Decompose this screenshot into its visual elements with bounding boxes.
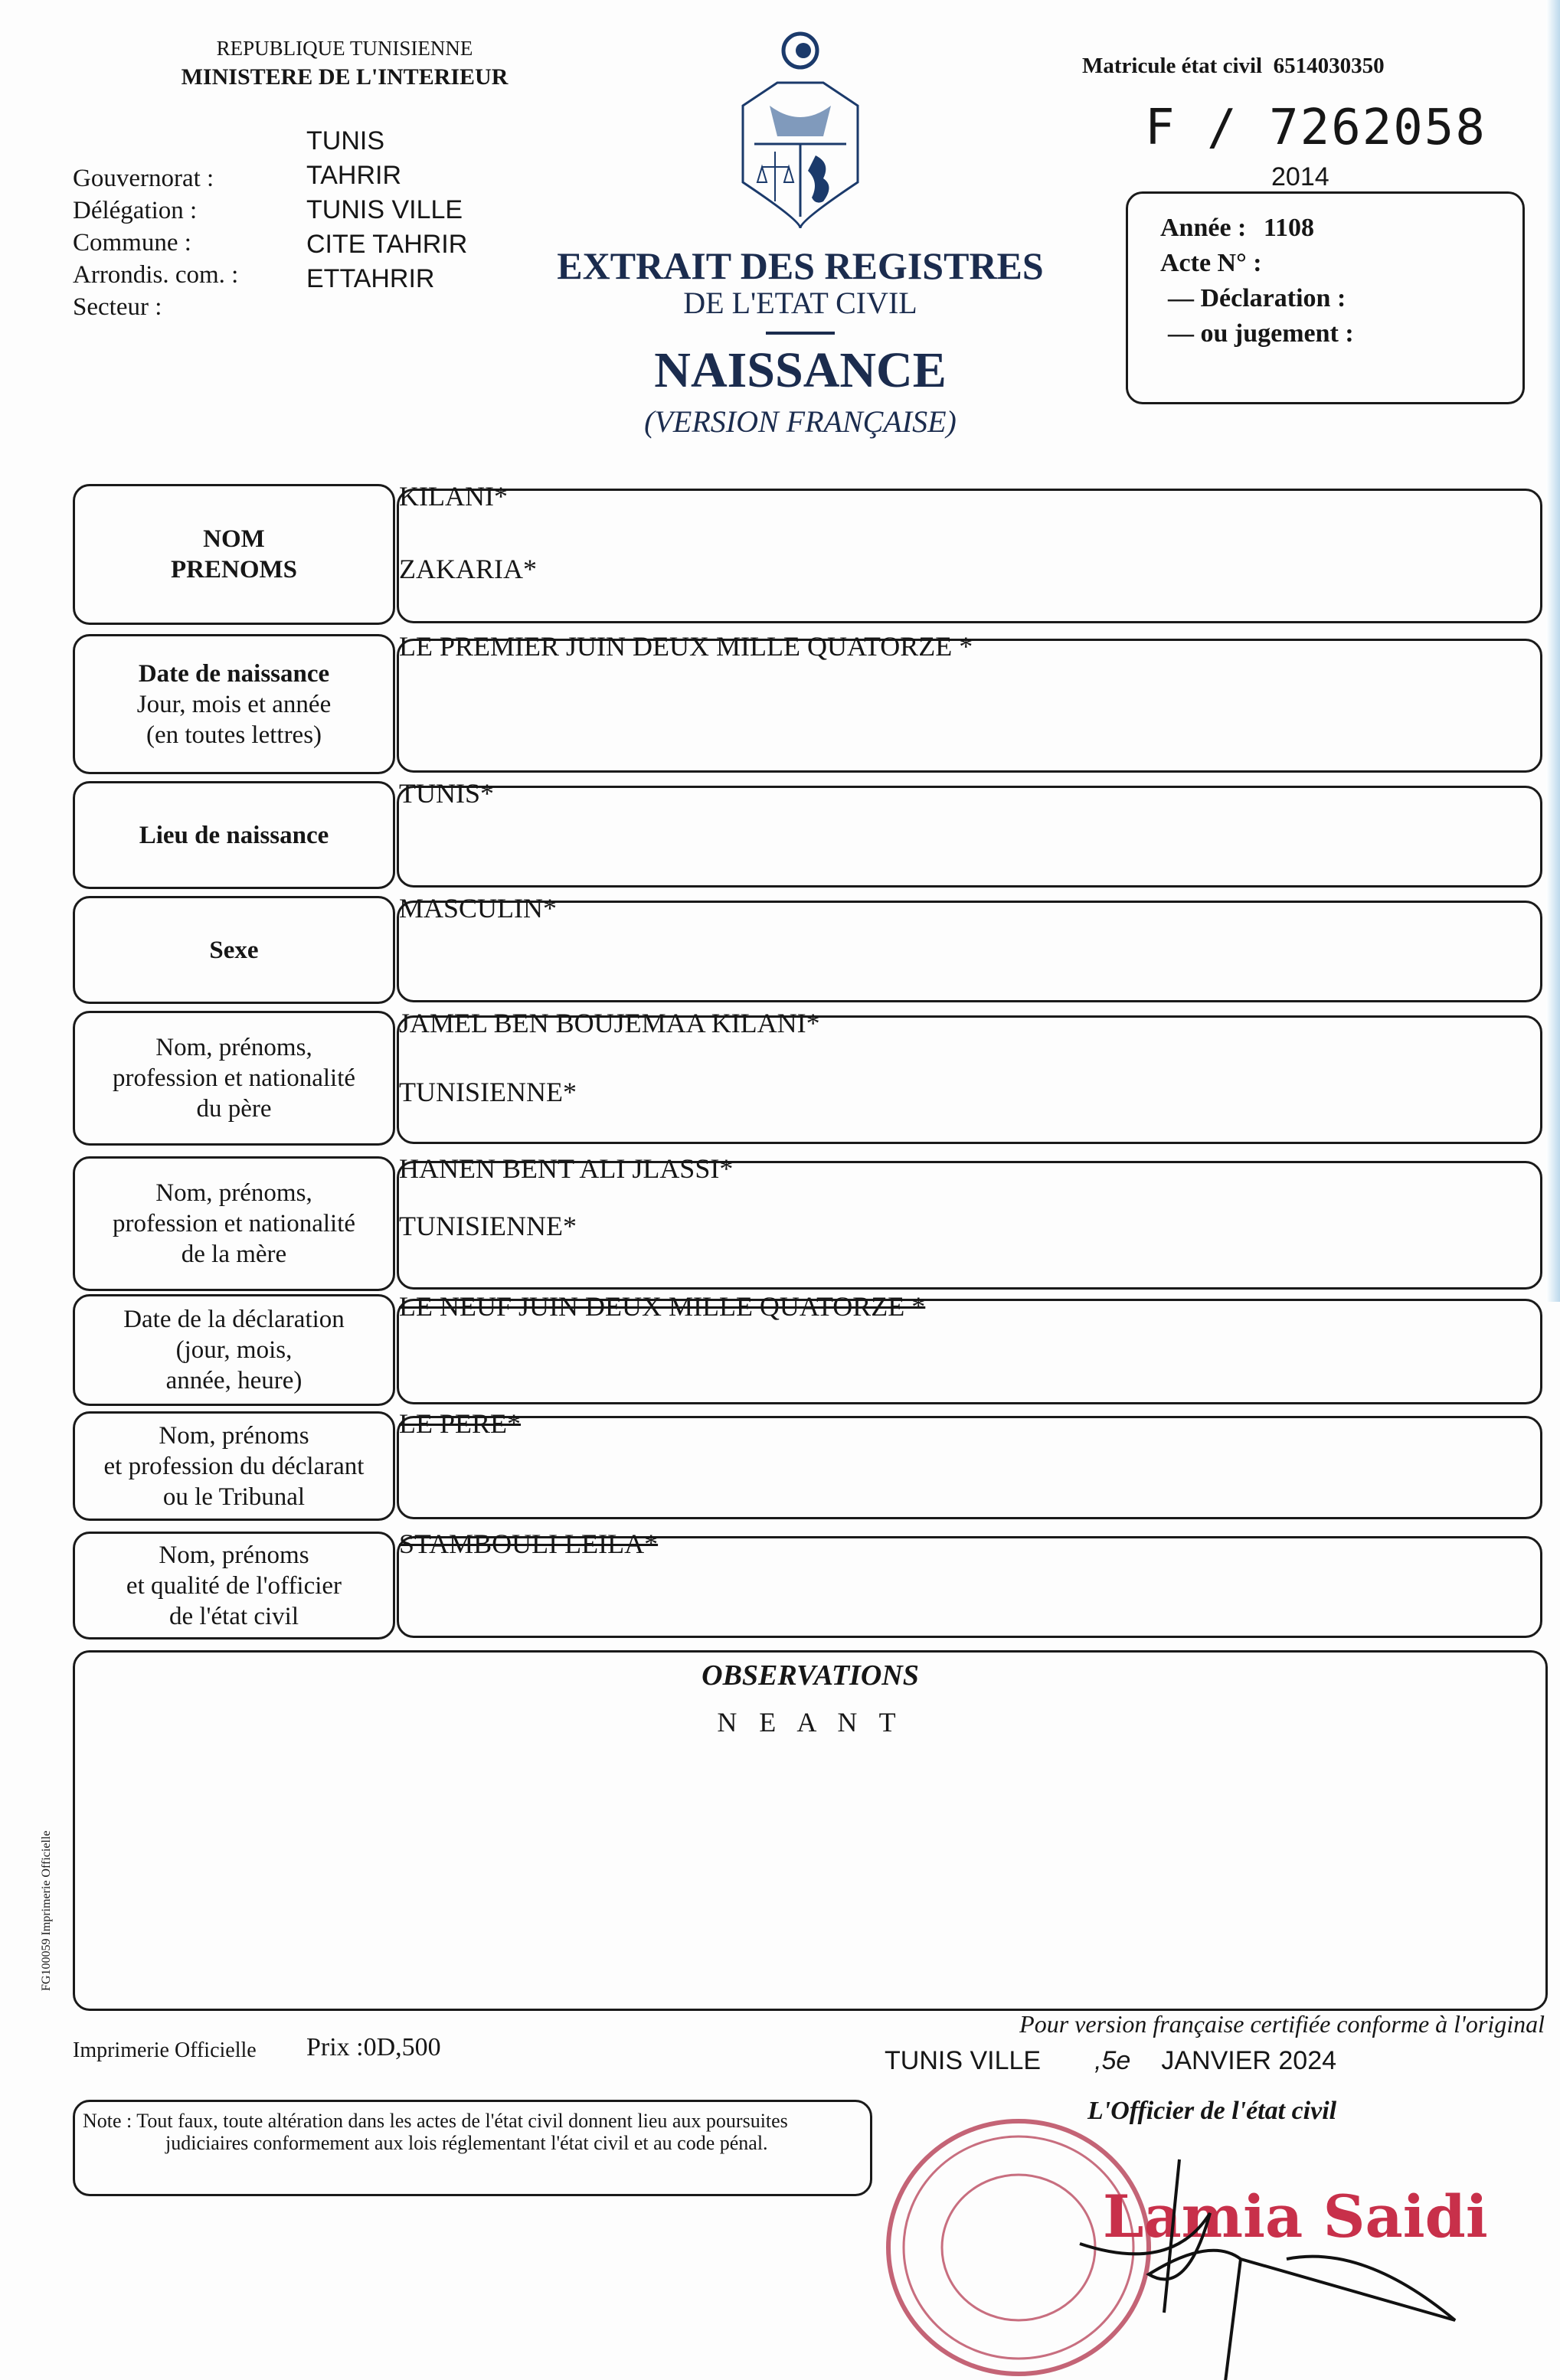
row-label-date-naissance: [73, 634, 395, 774]
annee-value: 1108: [1263, 214, 1315, 242]
row-value-date-declaration: [397, 1291, 1542, 1404]
field-value: STAMBOULI LEILA*: [399, 1528, 659, 1559]
row-value-officier: [397, 1528, 1542, 1638]
serial-number: F / 7262058: [1145, 100, 1486, 156]
field-value: KILANI*: [399, 481, 508, 512]
field-value: LE NEUF JUIN DEUX MILLE QUATORZE *: [399, 1291, 926, 1322]
acte-box: [1126, 191, 1525, 404]
divider: [766, 332, 835, 335]
gouvernorat-label: Gouvernorat :: [73, 165, 214, 192]
act-type: NAISSANCE: [654, 342, 947, 398]
field-value: HANEN BENT ALI JLASSI*: [399, 1153, 734, 1184]
row-label-nom-prenoms: [73, 484, 395, 625]
secteur-label: Secteur :: [73, 293, 162, 321]
note-text: Note : Tout faux, toute altération dans les actes de l'état civil donnent lieu aux poursuites judiciaires conformement aux lois réglementant l'état civil et au code pénal.: [83, 2110, 788, 2154]
printer-label: Imprimerie Officielle: [73, 2038, 257, 2062]
label-line: Jour, mois et année: [136, 690, 332, 718]
republic-heading: REPUBLIQUE TUNISIENNE: [216, 37, 473, 60]
label-line: et qualité de l'officier: [126, 1571, 342, 1600]
label-line: du père: [196, 1095, 272, 1123]
label-line: Nom, prénoms: [159, 1541, 309, 1569]
label-line: de la mère: [181, 1241, 287, 1268]
row-value-date-naissance: [397, 631, 1542, 773]
version-label: (VERSION FRANÇAISE): [644, 404, 957, 439]
matricule-label: Matricule état civil: [1082, 54, 1263, 78]
label-line: Date de la déclaration: [123, 1306, 345, 1333]
document-subtitle: DE L'ETAT CIVIL: [683, 286, 917, 320]
row-label-pere: [73, 1011, 395, 1146]
declaration-label: — Déclaration :: [1168, 284, 1346, 312]
label-line: Nom, prénoms,: [155, 1179, 312, 1207]
day: ,5e: [1094, 2046, 1131, 2075]
row-label-officier: [73, 1532, 395, 1640]
label-line: année, heure): [165, 1367, 303, 1394]
commune-value: TUNIS VILLE: [306, 195, 463, 224]
row-label-date-declaration: [73, 1294, 395, 1406]
officer-name: Lamia Saidi: [1103, 2182, 1488, 2251]
row-label-lieu-naissance: [73, 781, 395, 889]
label-line: Sexe: [209, 936, 259, 964]
label-line: Lieu de naissance: [139, 821, 329, 849]
field-value: TUNIS*: [399, 778, 494, 809]
field-value: ZAKARIA*: [399, 554, 537, 584]
label-line: profession et nationalité: [112, 1064, 356, 1092]
row-label-declarant: [73, 1411, 395, 1521]
observations-value: N E A N T: [717, 1707, 904, 1738]
row-value-pere: [397, 1008, 1542, 1144]
arrondissement-value: ETTAHRIR: [306, 264, 435, 293]
field-value: TUNISIENNE*: [399, 1211, 577, 1241]
field-value: LE PREMIER JUIN DEUX MILLE QUATORZE *: [399, 631, 973, 662]
field-value: MASCULIN*: [399, 893, 558, 924]
price-label: Prix :0D,500: [306, 2033, 441, 2061]
officer-title: L'Officier de l'état civil: [1087, 2097, 1337, 2125]
matricule-value: 6514030350: [1273, 54, 1385, 78]
label-line: de l'état civil: [168, 1602, 299, 1630]
label-line: et profession du déclarant: [103, 1452, 365, 1480]
label-line: Date de naissance: [138, 659, 330, 688]
field-value: TUNISIENNE*: [399, 1077, 577, 1107]
label-line: PRENOMS: [171, 556, 297, 584]
note-box: [73, 2100, 872, 2196]
gouvernorat-value: TUNIS: [306, 126, 384, 155]
month-year: JANVIER 2024: [1161, 2046, 1337, 2075]
paper-edge: [1546, 0, 1560, 1302]
signature-icon: [1057, 2144, 1486, 2380]
label-line: (jour, mois,: [175, 1336, 293, 1364]
jugement-label: — ou jugement :: [1168, 319, 1354, 348]
certified-text: Pour version française certifiée conforme à l'original: [1019, 2010, 1545, 2038]
delegation-value: TAHRIR: [306, 161, 402, 190]
side-code: FG100059 Imprimerie Officielle: [40, 1830, 53, 1991]
row-value-sexe: [397, 893, 1542, 1002]
acte-number-label: Acte N° :: [1160, 249, 1262, 277]
place: TUNIS VILLE: [885, 2046, 1042, 2075]
delegation-label: Délégation :: [73, 197, 198, 224]
label-line: profession et nationalité: [112, 1210, 356, 1237]
row-value-mere: [397, 1153, 1542, 1290]
label-line: NOM: [203, 525, 265, 553]
year-handwritten: 2014: [1271, 162, 1329, 191]
field-value: LE PERE*: [399, 1408, 521, 1439]
ministry-heading: MINISTERE DE L'INTERIEUR: [181, 64, 509, 90]
observations-title: OBSERVATIONS: [702, 1659, 919, 1692]
row-value-nom-prenoms: [397, 481, 1542, 623]
observations-box: [73, 1650, 1548, 2011]
label-line: Nom, prénoms,: [155, 1034, 312, 1061]
commune-label: Commune :: [73, 229, 191, 257]
row-label-mere: [73, 1156, 395, 1291]
annee-label: Année :: [1160, 214, 1247, 242]
row-value-declarant: [397, 1408, 1542, 1519]
label-line: Nom, prénoms: [159, 1421, 309, 1450]
label-line: ou le Tribunal: [162, 1483, 306, 1511]
label-line: (en toutes lettres): [146, 721, 322, 749]
document-title: EXTRAIT DES REGISTRES: [557, 244, 1044, 287]
arrondissement-label: Arrondis. com. :: [73, 261, 239, 289]
row-label-sexe: [73, 896, 395, 1004]
row-value-lieu-naissance: [397, 778, 1542, 888]
field-value: JAMEL BEN BOUJEMAA KILANI*: [399, 1008, 820, 1038]
tunisia-coat-of-arms-icon: [731, 29, 869, 232]
commune-name-value: CITE TAHRIR: [306, 230, 468, 259]
